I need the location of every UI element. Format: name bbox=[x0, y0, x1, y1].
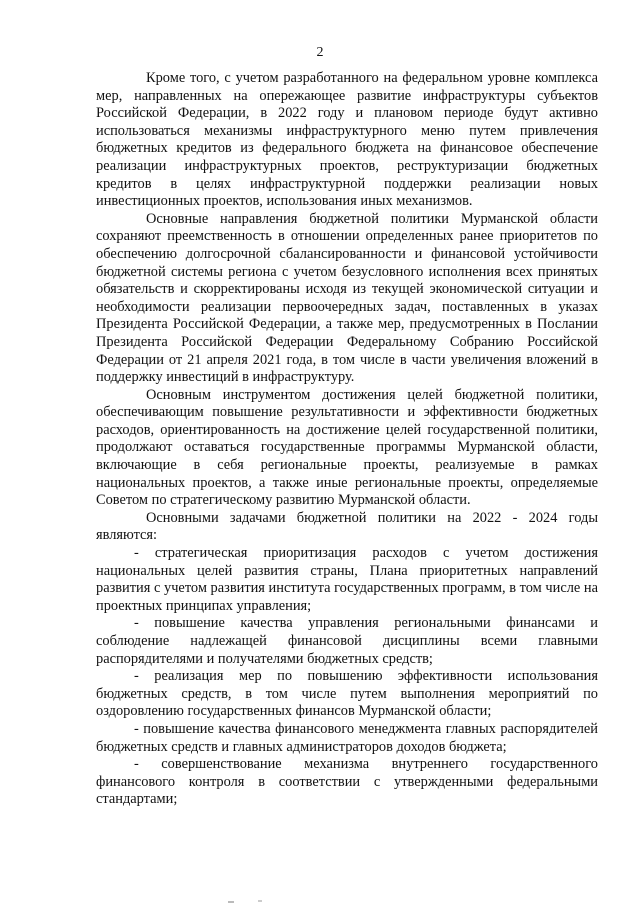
list-item-finance-management: - повышение качества управления региональными финансами и соблюдение надлежащей финансовой дисциплины всеми главными распорядителями и получателями бюджетных средств; bbox=[96, 615, 598, 667]
list-item-financial-control: - совершенствование механизма внутреннего государственного финансового контроля в соответствии с утвержденными федеральными стандартами; bbox=[96, 756, 598, 808]
paragraph-infrastructure-measures: Кроме того, с учетом разработанного на федеральном уровне комплекса мер, направленных на опережающее развитие инфраструктуры субъектов Российской Федерации, в 2022 году и плановом периоде будут активно использоваться механизмы инфраструктурного меню путем привлечения бюджетных кредитов из федерального бюджета на финансовое обеспечение реализации инфраструктурных проектов, реструктуризации бюджетных кредитов в целях инфраструктурной поддержки реализации новых инвестиционных проектов, использования иных механизмов. bbox=[96, 70, 598, 210]
scan-artifact bbox=[0, 898, 640, 905]
paragraph-main-tasks-intro: Основными задачами бюджетной политики на 2022 - 2024 годы являются: bbox=[96, 509, 598, 544]
list-item-efficiency: - реализация мер по повышению эффективности использования бюджетных средств, в том числе путем выполнения мероприятий по оздоровлению государственных финансов Мурманской области; bbox=[96, 668, 598, 720]
page-number: 2 bbox=[316, 45, 324, 60]
paragraph-state-programs: Основным инструментом достижения целей бюджетной политики, обеспечивающим повышение результативности и эффективности бюджетных расходов, ориентированность на достижение целей государственной политики, продолжают оставаться государственные программы Мурманской области, включающие в себя региональные проекты, реализуемые в рамках национальных проектов, а также иные региональные проекты, определяемые Советом по стратегическому развитию Мурманской области. bbox=[96, 386, 598, 509]
list-item-financial-management-quality: - повышение качества финансового менеджмента главных распорядителей бюджетных средств и главных администраторов доходов бюджета; bbox=[96, 720, 598, 755]
document-body bbox=[96, 70, 598, 809]
paragraph-budget-policy-directions: Основные направления бюджетной политики Мурманской области сохраняют преемственность в отношении определенных ранее приоритетов по обеспечению долгосрочной сбалансированности и финансовой устойчивости бюджетной системы региона с учетом безусловного исполнения всех принятых обязательств и скорректированы исходя из текущей экономической ситуации и необходимости реализации первоочередных задач, поставленных в указах Президента Российской Федерации, а также мер, предусмотренных в Послании Президента Российской Федерации Федеральному Собранию Российской Федерации от 21 апреля 2021 года, в том числе в части увеличения вложений в поддержку инвестиций в инфраструктуру. bbox=[96, 210, 598, 386]
list-item-prioritization: - стратегическая приоритизация расходов с учетом достижения национальных целей развития страны, Плана приоритетных направлений развития с учетом развития института государственных программ, в том числе на проектных принципах управления; bbox=[96, 545, 598, 614]
